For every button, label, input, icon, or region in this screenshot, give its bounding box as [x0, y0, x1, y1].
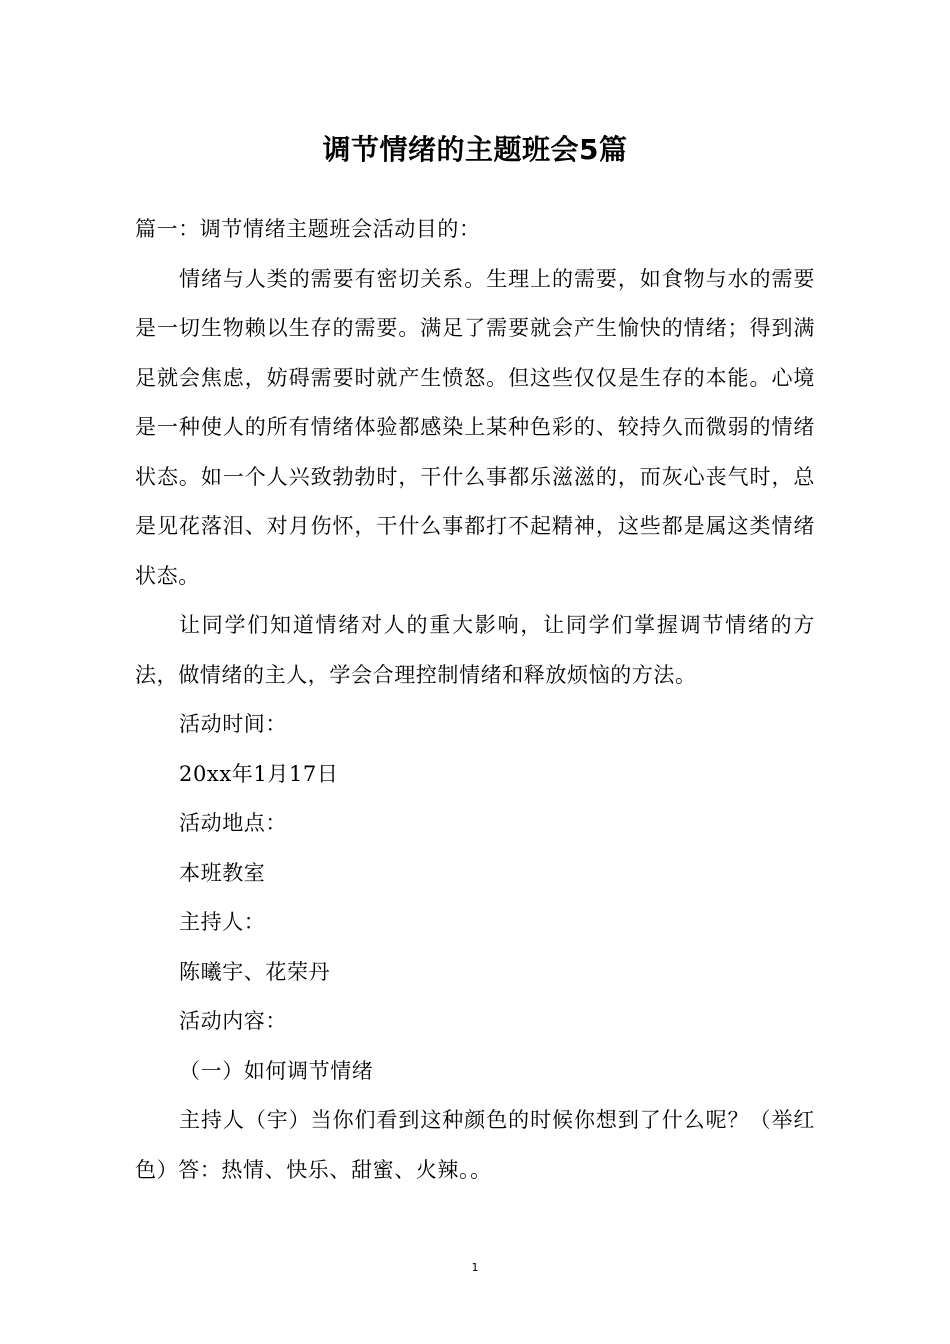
- subsection-heading: （一）如何调节情绪: [179, 1058, 374, 1083]
- activity-location-value: 本班教室: [179, 860, 266, 885]
- document-body: [135, 205, 815, 1195]
- paragraph-emotion-needs: 情绪与人类的需要有密切关系。生理上的需要，如食物与水的需要是一切生物赖以生存的需要。满足了需要就会产生愉快的情绪；得到满足就会焦虑，妨碍需要时就产生愤怒。但这些仅仅是生存的本能。心境是一种使人的所有情绪体验都感染上某种色彩的、较持久而微弱的情绪状态。如一个人兴致勃勃时，干什么事都乐滋滋的，而灰心丧气时，总是见花落泪、对月伤怀，干什么事都打不起精神，这些都是属这类情绪状态。: [135, 266, 815, 588]
- paragraph-activity-goal: 让同学们知道情绪对人的重大影响，让同学们掌握调节情绪的方法，做情绪的主人，学会合理控制情绪和释放烦恼的方法。: [135, 613, 815, 687]
- activity-location-label: 活动地点：: [179, 811, 287, 835]
- section-heading: 篇一：调节情绪主题班会活动目的：: [135, 217, 481, 241]
- page-number: 1: [471, 1261, 479, 1274]
- paragraph-host-dialogue: 主持人（宇）当你们看到这种颜色的时候你想到了什么呢？（举红色）答：热情、快乐、甜蜜、火辣。。: [135, 1108, 815, 1182]
- activity-time-label: 活动时间：: [179, 712, 287, 736]
- activity-content-label: 活动内容：: [179, 1009, 287, 1033]
- activity-time-value: 20xx年1月17日: [179, 761, 339, 786]
- host-label: 主持人：: [179, 910, 266, 934]
- document-title: 调节情绪的主题班会5篇: [322, 133, 628, 166]
- host-value: 陈曦宇、花荣丹: [179, 959, 331, 984]
